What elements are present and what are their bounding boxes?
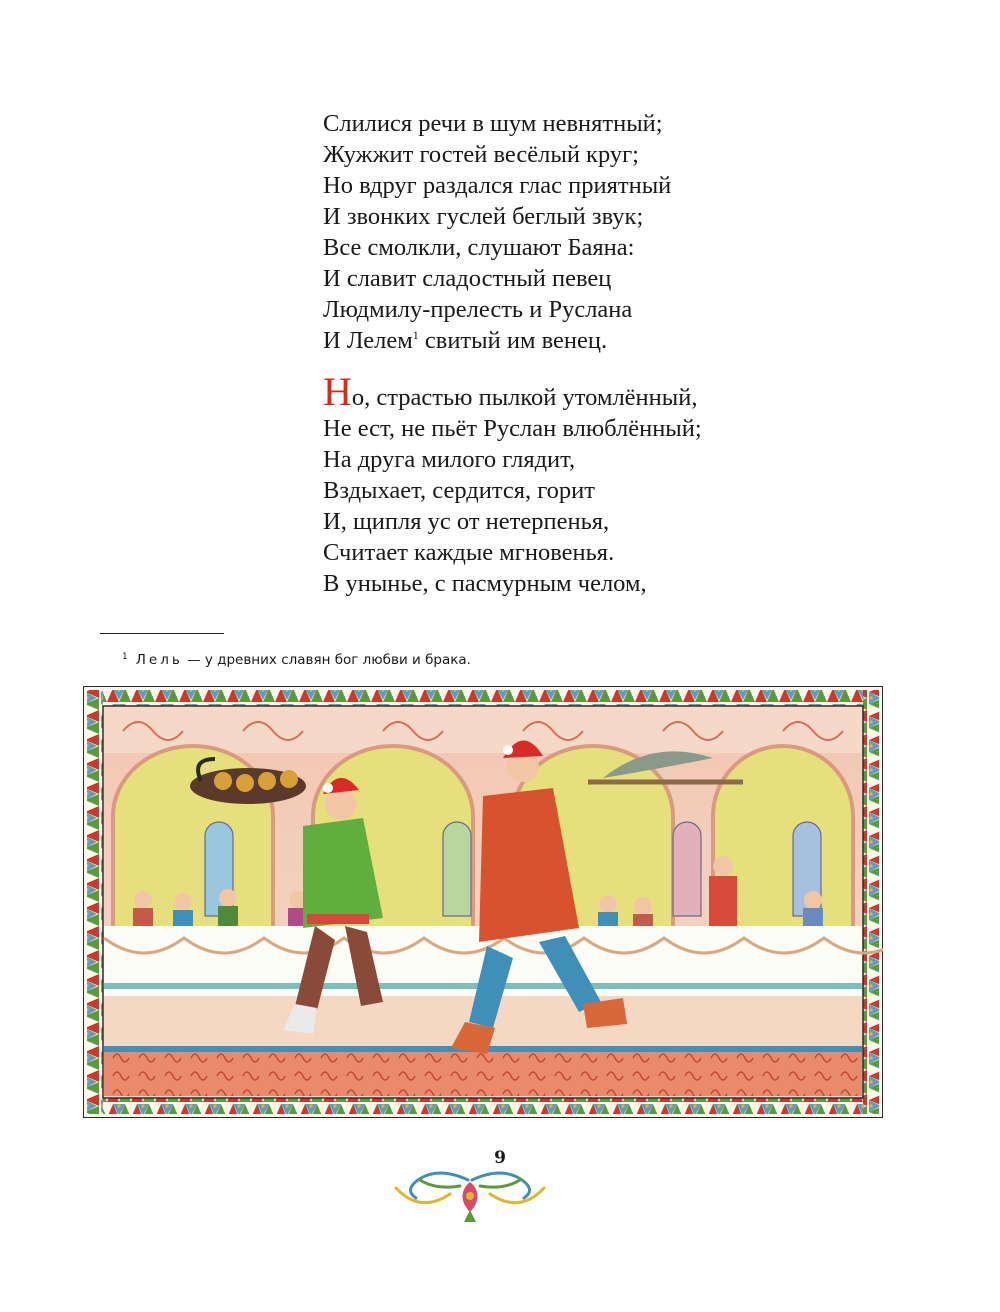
line-text: свитый им венец.	[418, 327, 608, 354]
poem-line: И звонких гуслей беглый звук;	[323, 203, 644, 230]
poem-line: Вздыхает, сердится, горит	[323, 477, 596, 504]
poem-line-first	[323, 369, 702, 414]
poem-line: Но вдруг раздался глас приятный	[323, 172, 672, 199]
poem-line: Людмилу-прелесть и Руслана	[323, 296, 633, 323]
page-number: 9	[494, 1148, 506, 1168]
drop-cap: Н	[323, 369, 352, 414]
poem-line: Все смолкли, слушают Баяна:	[323, 234, 635, 261]
poem-line: И славит сладостный певец	[323, 265, 612, 292]
footnote-text: — у древних славян бог любви и брака.	[182, 652, 471, 668]
line-text: о, страстью пылкой утомлённый,	[351, 384, 698, 411]
poem-line: На друга милого глядит,	[323, 446, 576, 473]
line-text: И Лелем	[323, 327, 413, 354]
poem-line-with-footnote	[323, 325, 702, 356]
poem-text	[323, 108, 702, 619]
footnote-reference: 1	[412, 327, 419, 342]
feast-illustration	[83, 686, 883, 1118]
stanza-1	[323, 108, 702, 356]
footnote-mark: 1	[122, 652, 128, 662]
poem-line: И, щипля ус от нетерпенья,	[323, 508, 610, 535]
footnote-term: Лель	[135, 652, 183, 668]
stanza-2	[323, 369, 702, 599]
poem-line: Слилися речи в шум невнятный;	[323, 110, 663, 137]
floral-ornament	[390, 1160, 550, 1226]
footnote	[122, 652, 471, 668]
poem-line: Считает каждые мгновенья.	[323, 539, 615, 566]
poem-line: Не ест, не пьёт Руслан влюблённый;	[323, 415, 702, 442]
poem-line: В унынье, с пасмурным челом,	[323, 570, 647, 597]
footnote-divider	[100, 633, 224, 634]
poem-line: Жужжит гостей весёлый круг;	[323, 141, 639, 168]
